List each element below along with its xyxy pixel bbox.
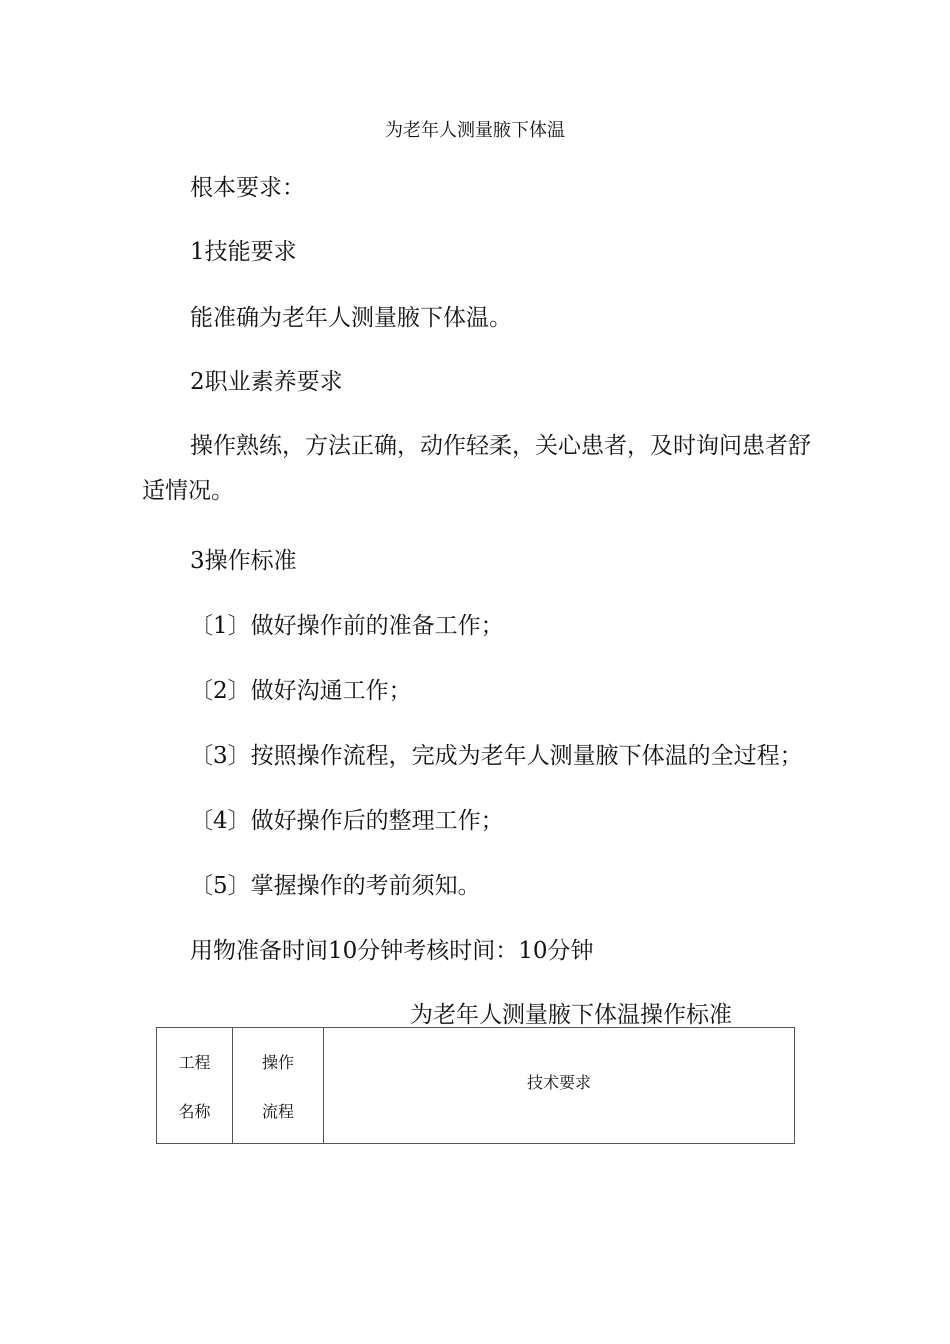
header-cell-technical-requirements [324, 1028, 795, 1144]
header-cell-procedure [233, 1028, 324, 1144]
page-title: 为老年人测量腋下体温 [385, 120, 565, 141]
table-caption: 为老年人测量腋下体温操作标准 [410, 1002, 732, 1028]
standard-item-5: 〔5〕掌握操作的考前须知。 [190, 873, 481, 899]
header-procedure-line1: 操作 [261, 1052, 294, 1072]
time-text: 用物准备时间10分钟考核时间：10分钟 [190, 938, 594, 964]
standard-item-4: 〔4〕做好操作后的整理工作； [190, 808, 504, 834]
professional-heading: 2职业素养要求 [190, 369, 343, 395]
skill-text: 能准确为老年人测量腋下体温。 [190, 305, 512, 331]
header-technical-requirements-label: 技术要求 [526, 1073, 591, 1092]
skill-heading: 1技能要求 [190, 239, 297, 265]
standard-heading: 3操作标准 [190, 548, 297, 574]
professional-text: 操作熟练，方法正确，动作轻柔，关心患者，及时询问患者舒适情况。 [142, 433, 811, 504]
header-project-line2: 名称 [178, 1101, 211, 1121]
standard-table [156, 1027, 795, 1144]
header-project-line1: 工程 [178, 1052, 211, 1072]
header-cell-project-name [157, 1028, 233, 1144]
standard-item-3: 〔3〕按照操作流程，完成为老年人测量腋下体温的全过程； [190, 743, 803, 769]
table-header-row [157, 1028, 795, 1144]
standard-item-2: 〔2〕做好沟通工作； [190, 678, 412, 704]
header-procedure-line2: 流程 [261, 1101, 294, 1121]
standard-item-1: 〔1〕做好操作前的准备工作； [190, 613, 504, 639]
basic-requirements-heading: 根本要求： [190, 175, 305, 201]
